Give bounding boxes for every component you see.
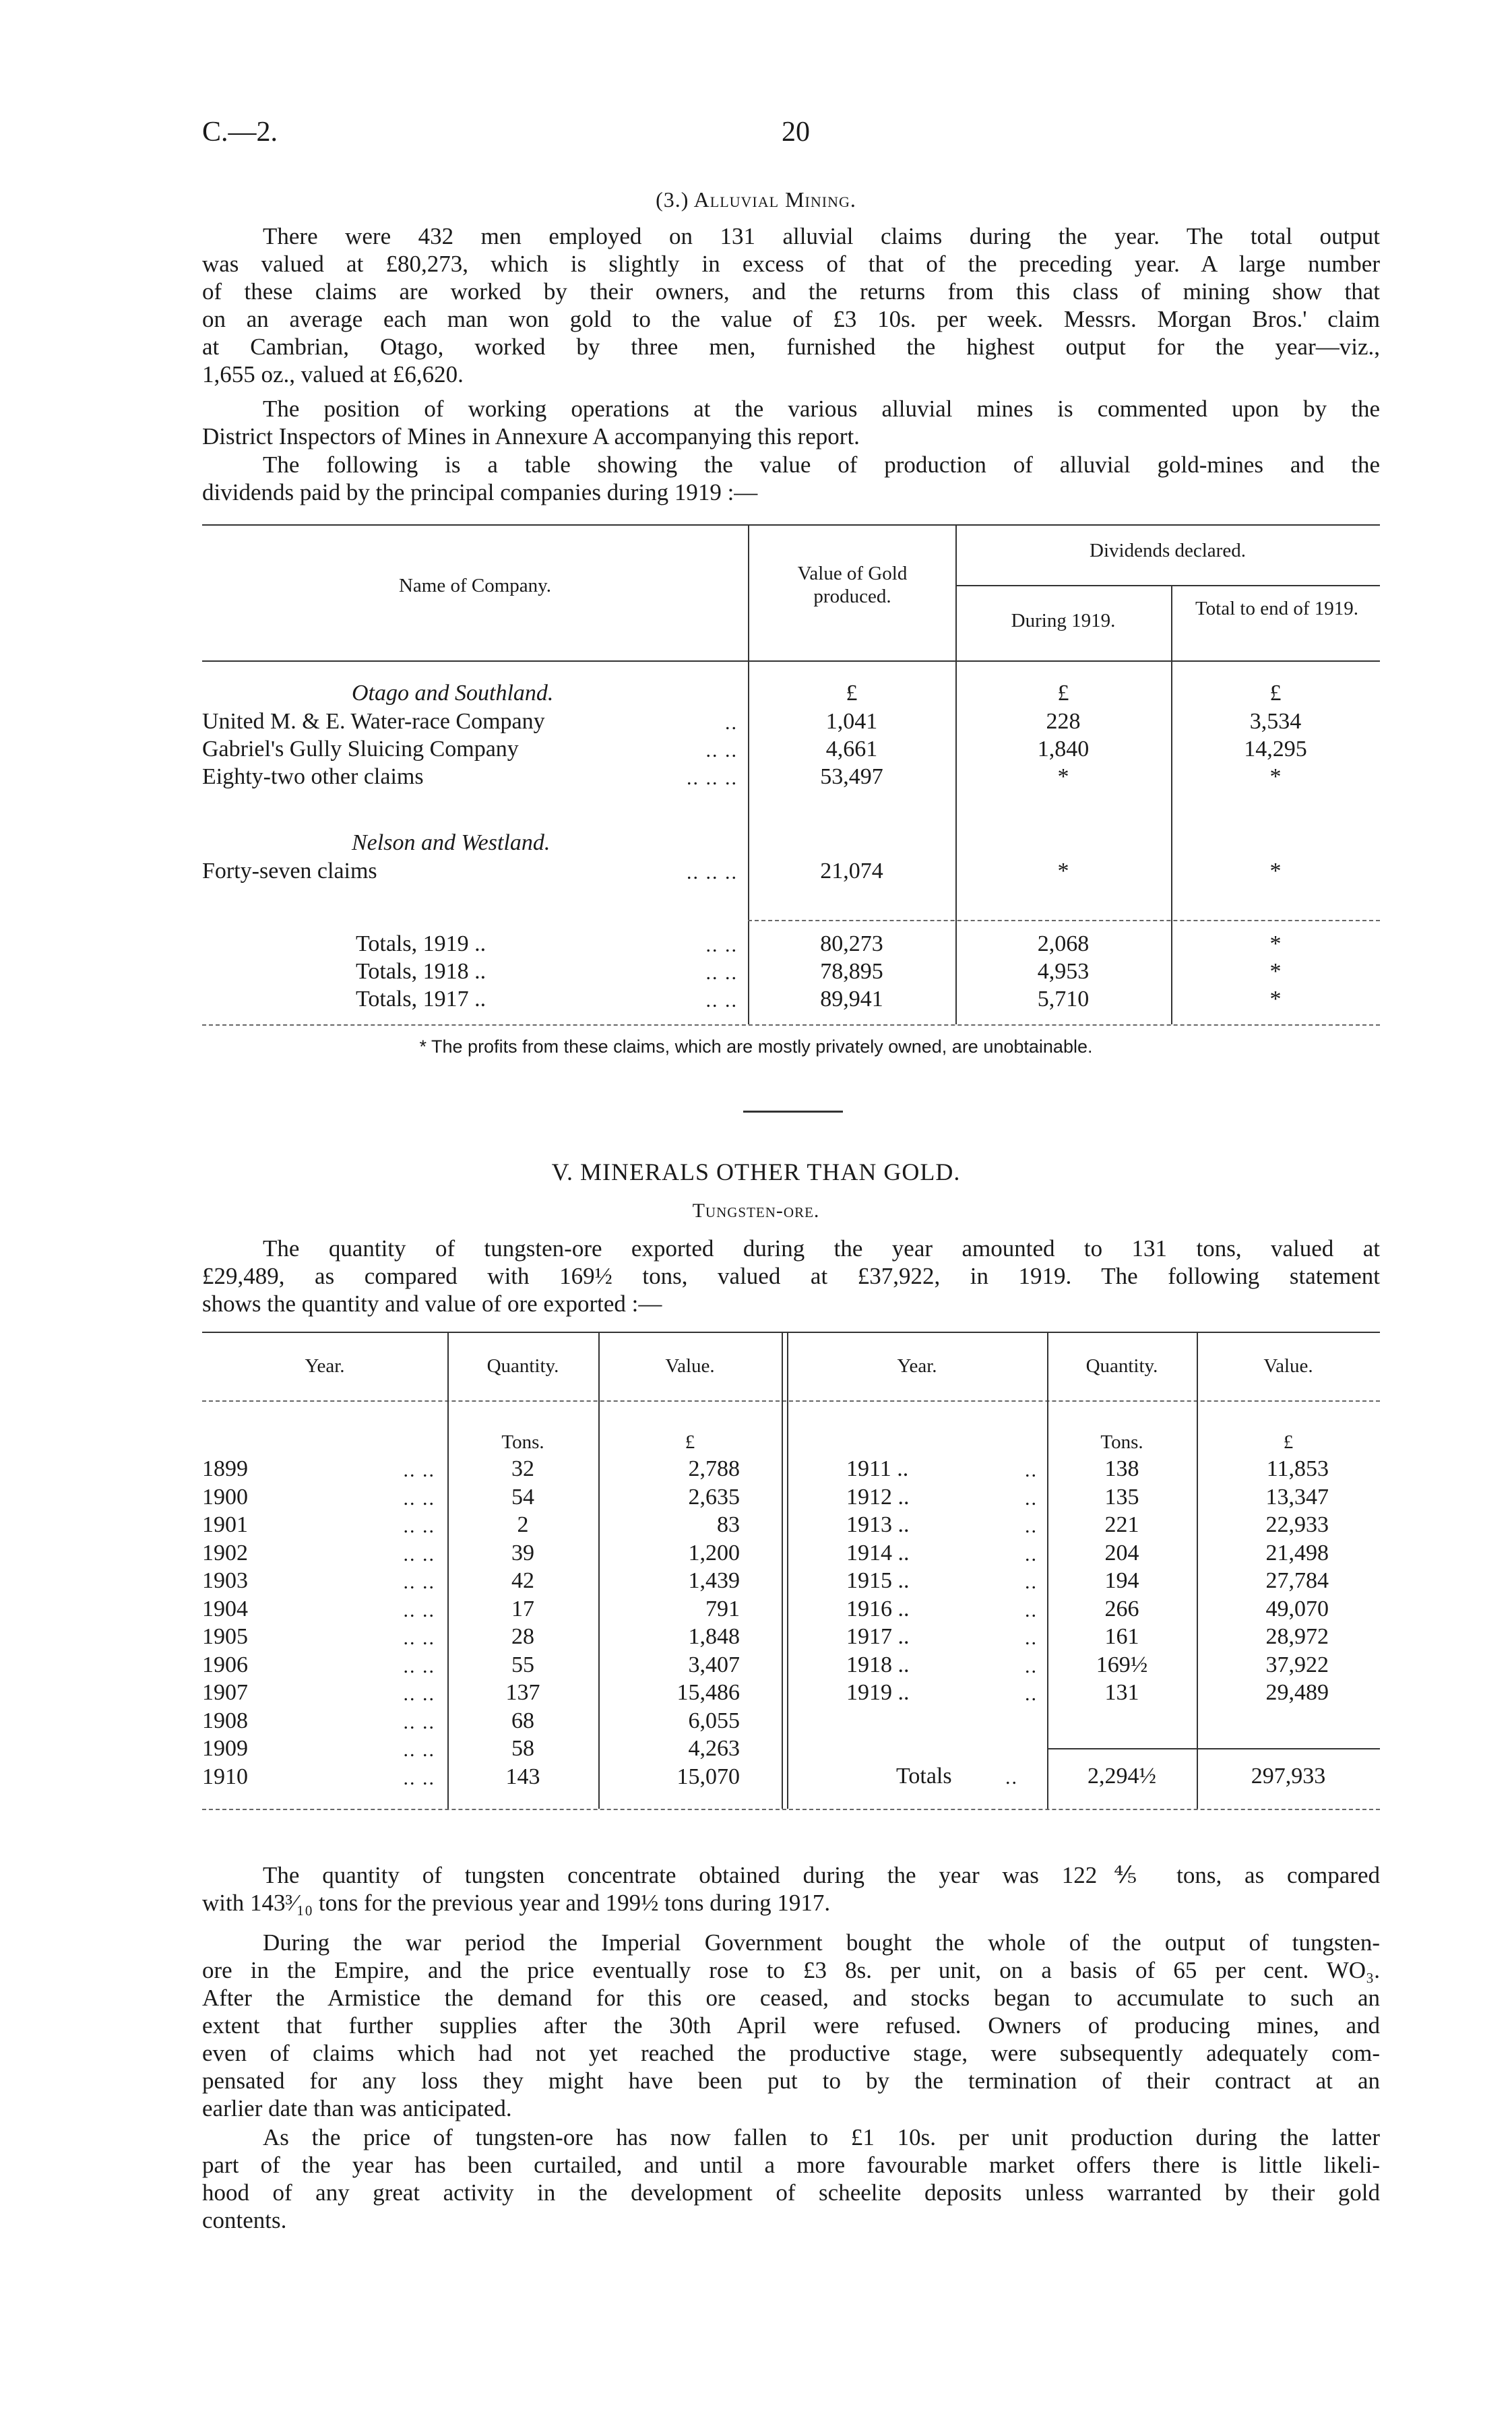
year-cell: 1915 .. bbox=[846, 1568, 910, 1593]
quantity-cell: 221 bbox=[1104, 1512, 1139, 1537]
col-rule bbox=[782, 1332, 783, 1809]
leader-dots: .. .. bbox=[403, 1767, 435, 1789]
closing-paragraph-line: hood of any great activity in the development of scheelite deposits unless warranted by their gold bbox=[202, 2179, 1380, 2206]
alluvial-paragraph-line: was valued at £80,273, which is slightly in excess of that of the preceding year. A large number bbox=[202, 251, 1380, 277]
alluvial-paragraph-line: 1,655 oz., valued at £6,620. bbox=[202, 361, 464, 387]
year-cell: 1918 .. bbox=[846, 1652, 910, 1677]
totals-label: Totals bbox=[896, 1764, 952, 1789]
value-cell: 28,972 bbox=[1265, 1624, 1329, 1649]
leader-dots: .. bbox=[1025, 1599, 1038, 1621]
minerals-heading: V. MINERALS OTHER THAN GOLD. bbox=[551, 1158, 961, 1185]
value-cell: 11,853 bbox=[1266, 1456, 1329, 1481]
table-bottom-rule bbox=[202, 1024, 1380, 1026]
alluvial-paragraph-line: District Inspectors of Mines in Annexure A accompanying this report. bbox=[202, 423, 860, 449]
dividends-during: 1,840 bbox=[1037, 737, 1090, 762]
alluvial-paragraph bbox=[202, 395, 1380, 450]
closing-paragraph-line: part of the year has been curtailed, and until a more favourable market offers there is little likeli- bbox=[202, 2152, 1380, 2178]
region-nelson: Nelson and Westland. bbox=[352, 830, 550, 855]
year-cell: 1911 .. bbox=[846, 1456, 909, 1481]
page-reference: C.—2. bbox=[202, 117, 278, 148]
quantity-cell: 68 bbox=[511, 1708, 534, 1733]
dividends-during: * bbox=[1057, 764, 1069, 789]
closing-paragraph-line: with 143³⁄₁₀ tons for the previous year and 199½ tons during 1917. bbox=[202, 1890, 831, 1916]
leader-dots: .. bbox=[1025, 1655, 1038, 1677]
unit-total: £ bbox=[1269, 681, 1282, 706]
value-cell: 2,635 bbox=[688, 1485, 740, 1510]
leader-dots: .. .. bbox=[705, 962, 738, 984]
leader-dots: .. bbox=[1025, 1571, 1038, 1593]
leader-dots: .. .. .. bbox=[687, 861, 738, 883]
year-cell: 1904 bbox=[202, 1596, 248, 1621]
totals-rule bbox=[1047, 1748, 1380, 1749]
company-name: Forty-seven claims bbox=[202, 859, 377, 883]
header-bottom-rule bbox=[202, 1400, 1380, 1402]
dividends-during: 5,710 bbox=[1037, 987, 1090, 1012]
leader-dots: .. .. bbox=[403, 1459, 435, 1481]
dividends-total: * bbox=[1269, 859, 1282, 883]
header-dividends: Dividends declared. bbox=[1090, 540, 1246, 561]
leader-dots: .. .. bbox=[403, 1655, 435, 1677]
leader-dots: .. bbox=[1025, 1459, 1038, 1481]
quantity-cell: 135 bbox=[1104, 1485, 1139, 1510]
dividends-during: 2,068 bbox=[1037, 931, 1090, 956]
leader-dots: .. .. bbox=[403, 1739, 435, 1761]
leader-dots: .. .. bbox=[403, 1543, 435, 1565]
col-rule bbox=[748, 524, 749, 660]
table-top-rule bbox=[202, 1332, 1380, 1333]
dividends-during: 4,953 bbox=[1037, 959, 1090, 984]
tungsten-subheading: Tungsten-ore. bbox=[692, 1200, 820, 1222]
value-cell: 791 bbox=[705, 1596, 740, 1621]
leader-dots: .. .. bbox=[403, 1571, 435, 1593]
company-name: Gabriel's Gully Sluicing Company bbox=[202, 737, 519, 762]
leader-dots: .. bbox=[725, 712, 738, 734]
quantity-cell: 54 bbox=[511, 1485, 534, 1510]
quantity-cell: 131 bbox=[1104, 1680, 1139, 1705]
closing-paragraph-line: The quantity of tungsten concentrate obtained during the year was 122⅘ tons, as compared bbox=[263, 1862, 1380, 1888]
year-cell: 1910 bbox=[202, 1764, 248, 1789]
value-cell: 22,933 bbox=[1265, 1512, 1329, 1537]
year-cell: 1899 bbox=[202, 1456, 248, 1481]
value-cell: 3,407 bbox=[688, 1652, 740, 1677]
header-quantity-right: Quantity. bbox=[1085, 1355, 1158, 1377]
year-cell: 1914 .. bbox=[846, 1541, 910, 1565]
quantity-cell: 169½ bbox=[1096, 1652, 1148, 1677]
quantity-cell: 32 bbox=[511, 1456, 534, 1481]
value-cell: 13,347 bbox=[1265, 1485, 1329, 1510]
leader-dots: .. bbox=[1025, 1683, 1038, 1705]
table-top-rule bbox=[202, 524, 1380, 526]
unit-tons-right: Tons. bbox=[1100, 1431, 1143, 1453]
gold-value: 4,661 bbox=[825, 737, 878, 762]
totals-quantity: 2,294½ bbox=[1088, 1764, 1156, 1789]
dividends-total: 14,295 bbox=[1244, 737, 1307, 762]
leader-dots: .. .. bbox=[403, 1515, 435, 1537]
value-cell: 15,486 bbox=[676, 1680, 740, 1705]
year-cell: 1905 bbox=[202, 1624, 248, 1649]
header-quantity-left: Quantity. bbox=[486, 1355, 559, 1377]
value-cell: 83 bbox=[717, 1512, 740, 1537]
closing-paragraph-line: earlier date than was anticipated. bbox=[202, 2095, 512, 2121]
alluvial-paragraph-line: on an average each man won gold to the value of £3 10s. per week. Messrs. Morgan Bros.' claim bbox=[202, 306, 1380, 332]
leader-dots: .. .. bbox=[705, 989, 738, 1012]
value-cell: 1,200 bbox=[688, 1541, 740, 1565]
year-cell: 1906 bbox=[202, 1652, 248, 1677]
closing-paragraph-line: even of claims which had not yet reached the productive stage, were subsequently adequately com- bbox=[202, 2040, 1380, 2066]
header-value: Value of Gold produced. bbox=[797, 563, 908, 607]
closing-paragraph-line: contents. bbox=[202, 2207, 287, 2233]
quantity-cell: 42 bbox=[511, 1568, 534, 1593]
col-rule bbox=[787, 1332, 788, 1809]
unit-pounds-right: £ bbox=[1283, 1431, 1294, 1453]
year-cell: 1912 .. bbox=[846, 1485, 910, 1510]
region-otago: Otago and Southland. bbox=[352, 681, 554, 706]
company-name: Totals, 1917 .. bbox=[356, 987, 486, 1012]
year-cell: 1913 .. bbox=[846, 1512, 910, 1537]
year-cell: 1917 .. bbox=[846, 1624, 910, 1649]
leader-dots: .. .. bbox=[403, 1683, 435, 1705]
header-value-right: Value. bbox=[1263, 1355, 1313, 1377]
leader-dots: .. bbox=[1025, 1515, 1038, 1537]
value-cell: 1,439 bbox=[688, 1568, 740, 1593]
alluvial-paragraph bbox=[202, 451, 1380, 506]
unit-value: £ bbox=[846, 681, 858, 706]
header-name: Name of Company. bbox=[398, 575, 552, 596]
totals-dots: .. bbox=[1005, 1766, 1018, 1789]
gold-value: 89,941 bbox=[820, 987, 883, 1012]
section-separator bbox=[743, 1111, 843, 1113]
gold-value: 78,895 bbox=[820, 959, 883, 984]
closing-paragraph bbox=[202, 2123, 1380, 2234]
minerals-paragraph-line: The quantity of tungsten-ore exported during the year amounted to 131 tons, valued at bbox=[263, 1235, 1380, 1262]
col-rule bbox=[1171, 585, 1172, 660]
value-cell: 2,788 bbox=[688, 1456, 740, 1481]
minerals-paragraph bbox=[202, 1235, 1380, 1317]
dividends-total: * bbox=[1269, 931, 1282, 956]
dividends-during: * bbox=[1057, 859, 1069, 883]
year-cell: 1900 bbox=[202, 1485, 248, 1510]
quantity-cell: 137 bbox=[505, 1680, 540, 1705]
minerals-paragraph-line: shows the quantity and value of ore exported :— bbox=[202, 1291, 662, 1317]
unit-pounds-left: £ bbox=[685, 1431, 695, 1453]
leader-dots: .. bbox=[1025, 1543, 1038, 1565]
value-cell: 29,489 bbox=[1265, 1680, 1329, 1705]
closing-paragraph-line: After the Armistice the demand for this ore ceased, and stocks began to accumulate to such an bbox=[202, 1985, 1380, 2011]
header-rule bbox=[955, 585, 1380, 586]
year-cell: 1916 .. bbox=[846, 1596, 910, 1621]
quantity-cell: 2 bbox=[517, 1512, 529, 1537]
closing-paragraph-line: extent that further supplies after the 30th April were refused. Owners of producing mines, and bbox=[202, 2012, 1380, 2039]
value-cell: 37,922 bbox=[1265, 1652, 1329, 1677]
value-cell: 49,070 bbox=[1265, 1596, 1329, 1621]
year-cell: 1903 bbox=[202, 1568, 248, 1593]
totals-value: 297,933 bbox=[1251, 1764, 1326, 1789]
unit-tons-left: Tons. bbox=[501, 1431, 544, 1453]
quantity-cell: 39 bbox=[511, 1541, 534, 1565]
gold-value: 53,497 bbox=[820, 764, 883, 789]
leader-dots: .. .. bbox=[705, 739, 738, 762]
value-cell: 15,070 bbox=[676, 1764, 740, 1789]
quantity-cell: 55 bbox=[511, 1652, 534, 1677]
company-name: United M. & E. Water-race Company bbox=[202, 709, 545, 734]
year-cell: 1909 bbox=[202, 1736, 248, 1761]
value-cell: 4,263 bbox=[688, 1736, 740, 1761]
closing-paragraph-line: pensated for any loss they might have been put to by the termination of their contract at an bbox=[202, 2068, 1380, 2094]
leader-dots: .. .. bbox=[403, 1711, 435, 1733]
alluvial-heading: (3.) Alluvial Mining. bbox=[656, 187, 856, 212]
closing-paragraph-line: As the price of tungsten-ore has now fallen to £1 10s. per unit production during the latter bbox=[263, 2124, 1380, 2150]
page-number: 20 bbox=[782, 117, 810, 148]
header-year-left: Year. bbox=[305, 1355, 345, 1377]
leader-dots: .. .. bbox=[403, 1487, 435, 1510]
gold-value: 80,273 bbox=[820, 931, 883, 956]
year-cell: 1901 bbox=[202, 1512, 248, 1537]
leader-dots: .. .. bbox=[705, 934, 738, 956]
company-name: Totals, 1918 .. bbox=[356, 959, 486, 984]
alluvial-paragraph-line: dividends paid by the principal companies during 1919 :— bbox=[202, 479, 758, 505]
leader-dots: .. .. bbox=[403, 1599, 435, 1621]
closing-paragraph-line: During the war period the Imperial Government bought the whole of the output of tungsten- bbox=[263, 1929, 1380, 1956]
quantity-cell: 161 bbox=[1104, 1624, 1139, 1649]
value-cell: 27,784 bbox=[1265, 1568, 1329, 1593]
year-cell: 1919 .. bbox=[846, 1680, 910, 1705]
company-name: Eighty-two other claims bbox=[202, 764, 424, 789]
year-cell: 1908 bbox=[202, 1708, 248, 1733]
quantity-cell: 204 bbox=[1104, 1541, 1139, 1565]
gold-value: 1,041 bbox=[825, 709, 878, 734]
leader-dots: .. .. bbox=[403, 1627, 435, 1649]
value-cell: 1,848 bbox=[688, 1624, 740, 1649]
alluvial-paragraph-line: of these claims are worked by their owners, and the returns from this class of mining show that bbox=[202, 278, 1380, 305]
year-cell: 1902 bbox=[202, 1541, 248, 1565]
totals-rule bbox=[748, 920, 1380, 921]
quantity-cell: 58 bbox=[511, 1736, 534, 1761]
header-value-left: Value. bbox=[665, 1355, 715, 1377]
unit-during: £ bbox=[1057, 681, 1069, 706]
company-name: Totals, 1919 .. bbox=[356, 931, 486, 956]
leader-dots: .. .. .. bbox=[687, 767, 738, 789]
table-bottom-rule bbox=[202, 1809, 1380, 1810]
alluvial-paragraph-line: The following is a table showing the value of production of alluvial gold-mines and the bbox=[263, 452, 1380, 478]
gold-value: 21,074 bbox=[820, 859, 883, 883]
dividends-total: 3,534 bbox=[1249, 709, 1302, 734]
dividends-total: * bbox=[1269, 764, 1282, 789]
header-during: During 1919. bbox=[1011, 610, 1116, 631]
value-cell: 21,498 bbox=[1265, 1541, 1329, 1565]
closing-paragraph bbox=[202, 1861, 1380, 1917]
value-cell: 6,055 bbox=[688, 1708, 740, 1733]
quantity-cell: 194 bbox=[1104, 1568, 1139, 1593]
footnote: * The profits from these claims, which are mostly privately owned, are unobtainable. bbox=[419, 1036, 1093, 1057]
quantity-cell: 17 bbox=[511, 1596, 534, 1621]
alluvial-paragraph bbox=[202, 222, 1380, 388]
year-cell: 1907 bbox=[202, 1680, 248, 1705]
header-total: Total to end of 1919. bbox=[1195, 598, 1358, 619]
quantity-cell: 28 bbox=[511, 1624, 534, 1649]
dividends-during: 228 bbox=[1046, 709, 1081, 734]
dividends-total: * bbox=[1269, 959, 1282, 984]
quantity-cell: 143 bbox=[505, 1764, 540, 1789]
quantity-cell: 138 bbox=[1104, 1456, 1139, 1481]
closing-paragraph-line: ore in the Empire, and the price eventually rose to £3 8s. per unit, on a basis of 65 per cent. WO₃. bbox=[202, 1957, 1380, 1983]
quantity-cell: 266 bbox=[1104, 1596, 1139, 1621]
leader-dots: .. bbox=[1025, 1487, 1038, 1510]
minerals-paragraph-line: £29,489, as compared with 169½ tons, valued at £37,922, in 1919. The following statement bbox=[202, 1263, 1380, 1289]
leader-dots: .. bbox=[1025, 1627, 1038, 1649]
header-bottom-rule bbox=[202, 660, 1380, 662]
alluvial-paragraph-line: There were 432 men employed on 131 alluvial claims during the year. The total output bbox=[263, 223, 1380, 249]
closing-paragraph bbox=[202, 1929, 1380, 2122]
alluvial-paragraph-line: at Cambrian, Otago, worked by three men, furnished the highest output for the year—viz., bbox=[202, 334, 1380, 360]
alluvial-paragraph-line: The position of working operations at the various alluvial mines is commented upon by the bbox=[263, 396, 1380, 422]
dividends-total: * bbox=[1269, 987, 1282, 1012]
header-year-right: Year. bbox=[897, 1355, 937, 1377]
